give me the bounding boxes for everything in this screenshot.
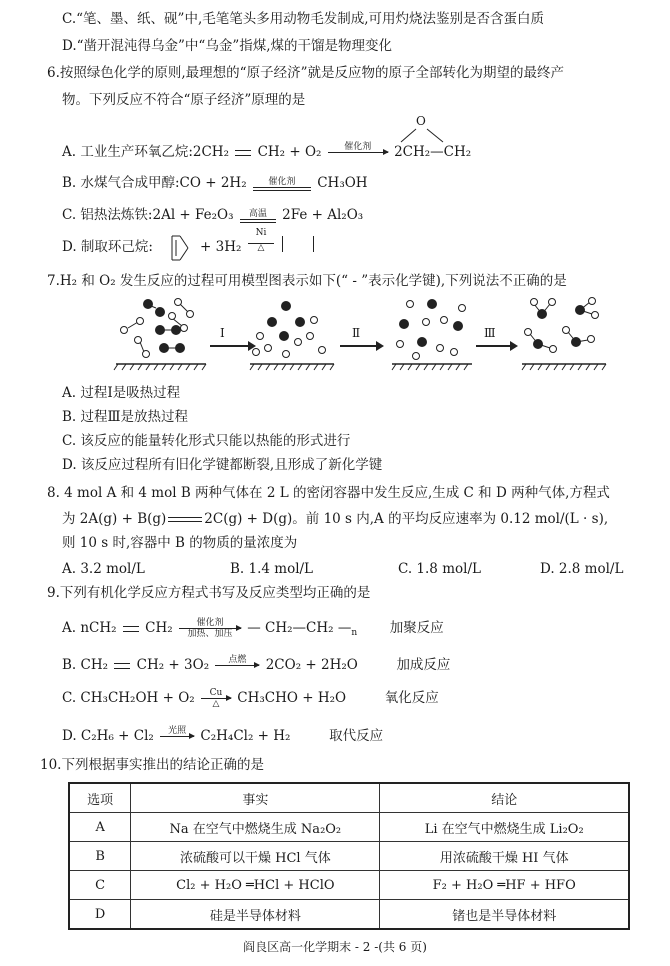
- table-row: [69, 813, 629, 842]
- q6-b-condition: 催化剂: [268, 176, 296, 187]
- table-header: 选项: [69, 783, 131, 813]
- q9-d-reactant: D. C₂H₆ + Cl₂: [62, 728, 154, 744]
- q6-a-product: 2CH₂—CH₂: [394, 144, 472, 160]
- table-cell: A: [69, 813, 131, 842]
- q10-table: [68, 782, 630, 930]
- q6-stem-1: 6.按照绿色化学的原则,最理想的“原子经济”就是反应物的原子全部转化为期望的最终产: [47, 65, 564, 81]
- q9-b-product: 2CO₂ + 2H₂O: [265, 657, 358, 673]
- q9-c-type: 氧化反应: [384, 690, 439, 706]
- q7-option-d: D. 该反应过程所有旧化学键都断裂,且形成了新化学键: [62, 457, 383, 473]
- q9-b-mid: CH₂ + 3O₂: [136, 657, 210, 673]
- q9-stem: 9.下列有机化学反应方程式书写及反应类型均正确的是: [47, 585, 371, 601]
- q9-a-product: — CH₂—CH₂ —: [247, 620, 352, 636]
- q9-b-reactant: B. CH₂: [62, 657, 109, 673]
- q9-b-arrow: [215, 655, 259, 676]
- q8-opt-d: D. 2.8 mol/L: [540, 561, 624, 577]
- q6-d-label: D. 制取环己烷:: [62, 239, 153, 255]
- table-cell: B: [69, 842, 131, 871]
- table-cell: 锗也是半导体材料: [380, 900, 629, 930]
- stage-2-atoms: [250, 301, 334, 370]
- q6-b-product: CH₃OH: [317, 175, 368, 191]
- q9-option-d: [62, 726, 383, 747]
- stage-4-water: [522, 298, 606, 371]
- benzene-ring-icon: [168, 234, 192, 262]
- q6-d-cond-top: Ni: [255, 228, 267, 238]
- table-cell: Na 在空气中燃烧生成 Na₂O₂: [131, 813, 380, 842]
- q5-option-d: D.“凿开混沌得乌金”中“乌金”指煤,煤的干馏是物理变化: [62, 38, 393, 54]
- q9-b-condition: 点燃: [228, 655, 247, 665]
- stage-1-molecules: [114, 299, 206, 371]
- q9-c-cond-top: Cu: [209, 688, 223, 698]
- table-cell: Cl₂ + H₂O ═HCl + HClO: [131, 871, 380, 900]
- q9-d-arrow: [160, 726, 194, 747]
- q6-b-reactant: B. 水煤气合成甲醇:CO + 2H₂: [62, 175, 247, 191]
- table-header: 事实: [131, 783, 380, 813]
- q7-option-c: C. 该反应的能量转化形式只能以热能的形式进行: [62, 433, 351, 449]
- q10-stem: 10.下列根据事实推出的结论正确的是: [40, 757, 264, 773]
- q8-stem-3: 则 10 s 时,容器中 B 的物质的量浓度为: [62, 535, 298, 551]
- q9-a-cond-top: 催化剂: [196, 618, 224, 628]
- table-row: [69, 871, 629, 900]
- q6-a-condition: 催化剂: [344, 142, 372, 152]
- double-bond-symbol: [123, 626, 139, 632]
- step-3-label: Ⅲ: [484, 326, 496, 340]
- q6-c-equilibrium: [240, 209, 276, 223]
- double-bond-symbol: [114, 663, 130, 669]
- q9-a-arrow: [179, 618, 241, 639]
- q9-a-reactant: A. nCH₂: [62, 620, 117, 636]
- q8-eq-sign: [168, 517, 202, 522]
- q6-c-product: 2Fe + Al₂O₃: [282, 207, 364, 223]
- table-header-row: [69, 783, 629, 813]
- q6-a-arrow: [328, 142, 388, 163]
- q5-option-c: C.“笔、墨、纸、砚”中,毛笔笔头多用动物毛发制成,可用灼烧法鉴别是否含蛋白质: [62, 11, 545, 27]
- q9-option-a: [62, 618, 444, 639]
- q8-eq-left: 为 2A(g) + B(g): [62, 511, 167, 527]
- table-cell: 用浓硫酸干燥 HI 气体: [380, 842, 629, 871]
- table-cell: 硅是半导体材料: [131, 900, 380, 930]
- q8-opt-c: C. 1.8 mol/L: [398, 561, 481, 577]
- table-header: 结论: [380, 783, 629, 813]
- q8-opt-b: B. 1.4 mol/L: [230, 561, 314, 577]
- q6-a-mid: CH₂ + O₂: [257, 144, 322, 160]
- q8-stem-2: [62, 510, 608, 528]
- q9-c-reactant: C. CH₃CH₂OH + O₂: [62, 690, 195, 706]
- table-cell: D: [69, 900, 131, 930]
- q6-b-equilibrium: [253, 177, 311, 191]
- cyclohexane-left-icon: [282, 236, 283, 252]
- q9-d-product: C₂H₄Cl₂ + H₂: [200, 728, 291, 744]
- q9-option-c: [62, 688, 439, 709]
- q9-b-type: 加成反应: [396, 657, 451, 673]
- table-cell: F₂ + H₂O ═HF + HFO: [380, 871, 629, 900]
- q6-option-d: [62, 238, 153, 256]
- q6-option-c: [62, 206, 363, 224]
- q6-c-condition: 高温: [248, 208, 267, 219]
- q9-d-type: 取代反应: [329, 728, 384, 744]
- epoxide-oxygen: O: [416, 114, 426, 128]
- epoxide-ring-lines: [395, 122, 455, 146]
- q9-option-b: [62, 655, 450, 676]
- q9-a-cond-bot: 加热、加压: [187, 629, 233, 639]
- q7-stem: 7.H₂ 和 O₂ 发生反应的过程可用模型图表示如下(“ - ”表示化学键),下列说法不正确的是: [47, 273, 567, 289]
- q9-c-cond-bot: △: [212, 699, 220, 709]
- q6-c-reactant: C. 铝热法炼铁:2Al + Fe₂O₃: [62, 207, 234, 223]
- stage-3-atoms: [392, 299, 472, 370]
- q9-a-type: 加聚反应: [389, 620, 444, 636]
- q9-d-condition: 光照: [168, 726, 187, 736]
- table-row: [69, 842, 629, 871]
- step-2-label: Ⅱ: [352, 326, 361, 340]
- table-cell: 浓硫酸可以干燥 HCl 气体: [131, 842, 380, 871]
- q8-opt-a: A. 3.2 mol/L: [62, 561, 145, 577]
- double-bond-symbol: [235, 150, 251, 156]
- q6-stem-2: 物。下列反应不符合“原子经济”原理的是: [62, 92, 306, 108]
- q9-c-arrow: [201, 688, 231, 709]
- q7-option-b: B. 过程Ⅲ是放热过程: [62, 409, 189, 425]
- q6-a-reactant: A. 工业生产环氧乙烷:2CH₂: [62, 144, 229, 160]
- q9-a-mid: CH₂: [145, 620, 173, 636]
- q9-a-n: n: [351, 628, 358, 638]
- q8-stem-1: 8. 4 mol A 和 4 mol B 两种气体在 2 L 的密闭容器中发生反应,生成 C 和 D 两种气体,方程式: [47, 485, 610, 501]
- q6-d-mid: + 3H₂: [200, 239, 242, 255]
- q9-c-product: CH₃CHO + H₂O: [237, 690, 347, 706]
- page-footer: 阎良区高一化学期末 - 2 -(共 6 页): [243, 940, 427, 954]
- q6-option-b: [62, 174, 368, 192]
- q7-option-a: A. 过程Ⅰ是吸热过程: [62, 385, 181, 401]
- q6-d-cond-bot: △: [257, 243, 265, 253]
- table-row: [69, 900, 629, 930]
- table-cell: C: [69, 871, 131, 900]
- table-cell: Li 在空气中燃烧生成 Li₂O₂: [380, 813, 629, 842]
- cyclohexane-right-icon: [313, 236, 314, 252]
- q7-model-diagram: [110, 296, 640, 378]
- step-1-label: Ⅰ: [220, 326, 225, 340]
- q8-eq-right: 2C(g) + D(g)。前 10 s 内,A 的平均反应速率为 0.12 mol/(L · s),: [204, 511, 609, 527]
